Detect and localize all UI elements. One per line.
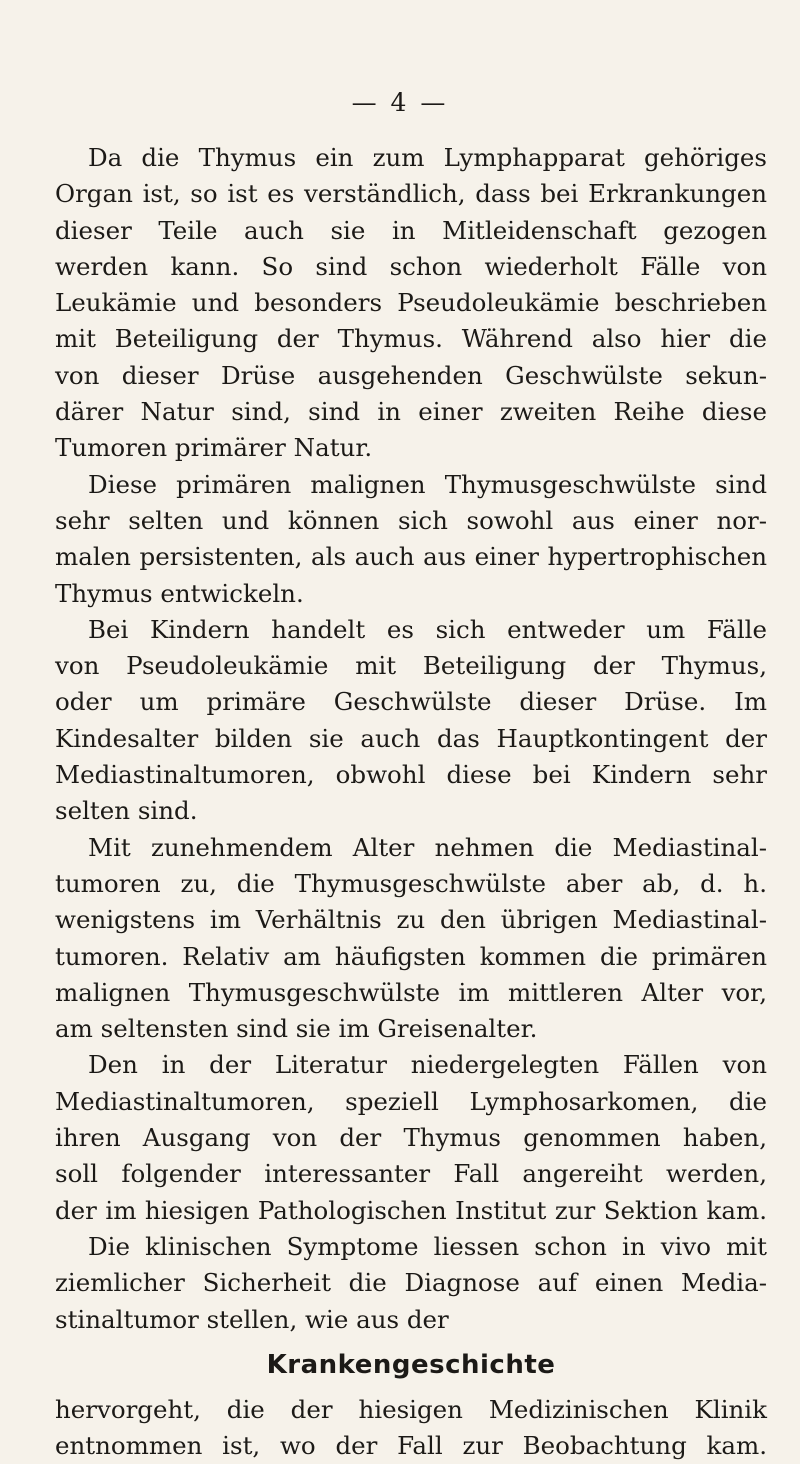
text-line: wenigstens im Verhältnis zu den übrigen Mediastinal- — [55, 905, 767, 935]
text-line: Organ ist, so ist es verständlich, dass bei Erkrankungen — [55, 179, 767, 209]
text-line: Da die Thymus ein zum Lymphapparat gehöriges — [88, 143, 767, 172]
text-line: soll folgender interessanter Fall angereiht werden, — [55, 1159, 767, 1189]
text-line: am seltensten sind sie im Greisenalter. — [55, 1014, 538, 1044]
text-line: oder um primäre Geschwülste dieser Drüse. Im — [55, 687, 767, 717]
text-line: mit Beteiligung der Thymus. Während also hier die — [55, 324, 767, 354]
text-line: entnommen ist, wo der Fall zur Beobachtung kam. — [55, 1431, 767, 1461]
text-line: därer Natur sind, sind in einer zweiten Reihe diese — [55, 397, 767, 427]
text-line: selten sind. — [55, 796, 198, 826]
text-line: von dieser Drüse ausgehenden Geschwülste sekun- — [55, 360, 767, 390]
text-line: Thymus entwickeln. — [55, 578, 304, 608]
text-line: tumoren zu, die Thymusgeschwülste aber ab, d. h. — [55, 868, 767, 898]
text-line: Die klinischen Symptome liessen schon in vivo mit — [88, 1231, 767, 1261]
text-line: Tumoren primärer Natur. — [55, 433, 373, 463]
text-line: Diese primären malignen Thymusgeschwülste sind — [88, 469, 767, 499]
text-line: Kindesalter bilden sie auch das Hauptkontingent der — [55, 723, 767, 753]
text-line: dieser Teile auch sie in Mitleidenschaft gezogen — [55, 215, 767, 245]
page-number: — 4 — — [351, 88, 449, 117]
text-line: hervorgeht, die der hiesigen Medizinischen Klinik — [55, 1394, 767, 1424]
text-line: der im hiesigen Pathologischen Institut zur Sektion kam. — [55, 1195, 767, 1225]
text-line: von Pseudoleukämie mit Beteiligung der Thymus, — [55, 651, 767, 681]
text-line: stinaltumor stellen, wie aus der — [55, 1304, 449, 1334]
text-line: Mediastinaltumoren, speziell Lymphosarkomen, die — [55, 1086, 767, 1116]
text-line: malen persistenten, als auch aus einer hypertrophischen — [55, 542, 767, 572]
body-text — [55, 140, 767, 1464]
text-line: ihren Ausgang von der Thymus genommen haben, — [55, 1123, 767, 1153]
text-line: Bei Kindern handelt es sich entweder um Fälle — [88, 614, 767, 644]
text-line: malignen Thymusgeschwülste im mittleren Alter vor, — [55, 977, 767, 1007]
text-line: sehr selten und können sich sowohl aus einer nor- — [55, 505, 767, 535]
text-line: Den in der Literatur niedergelegten Fällen von — [88, 1050, 767, 1080]
text-line: Mit zunehmendem Alter nehmen die Mediastinal- — [88, 832, 767, 862]
text-line: ziemlicher Sicherheit die Diagnose auf einen Media- — [55, 1268, 767, 1298]
section-heading: Krankengeschichte — [266, 1349, 556, 1380]
text-line: werden kann. So sind schon wiederholt Fälle von — [55, 251, 767, 281]
text-line: Leukämie und besonders Pseudoleukämie beschrieben — [55, 288, 767, 318]
text-line: Mediastinaltumoren, obwohl diese bei Kindern sehr — [55, 760, 767, 790]
text-lines-after-heading — [55, 1392, 767, 1464]
text-lines-before-heading — [55, 140, 767, 1338]
text-line: tumoren. Relativ am häufigsten kommen die primären — [55, 941, 767, 971]
